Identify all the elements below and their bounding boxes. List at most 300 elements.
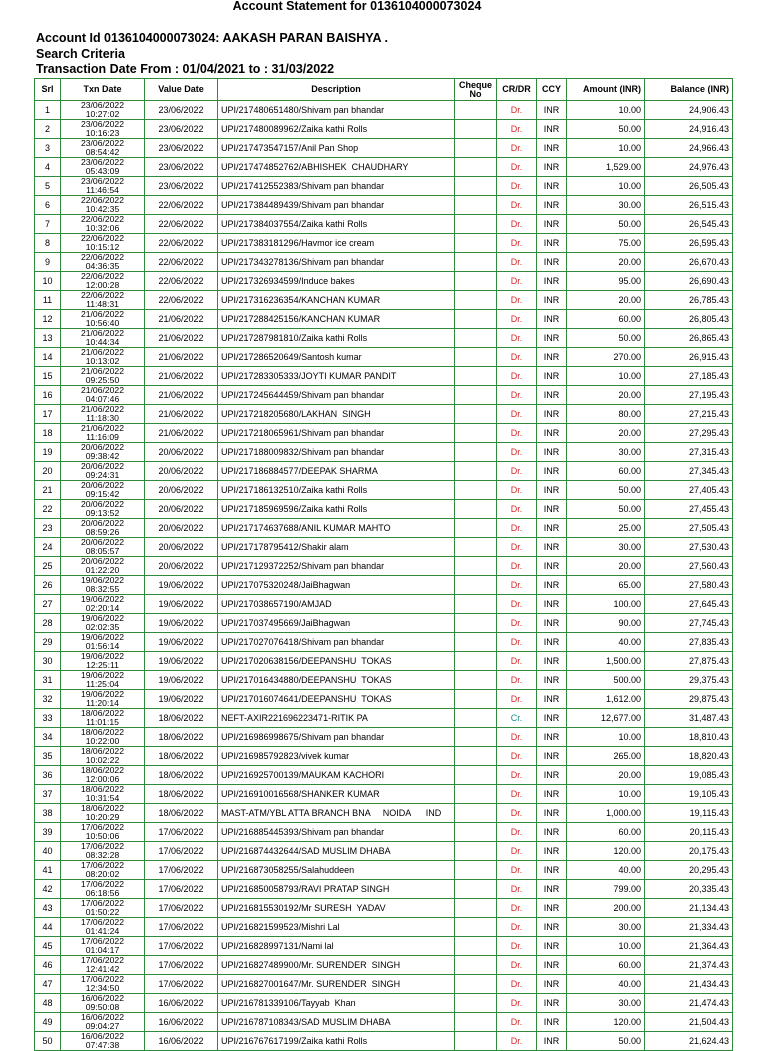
cell-cheque xyxy=(455,918,497,937)
cell-srl: 10 xyxy=(35,272,61,291)
cell-crdr: Dr. xyxy=(497,519,537,538)
cell-amount: 20.00 xyxy=(567,253,645,272)
cell-description: UPI/217218065961/Shivam pan bhandar xyxy=(218,424,455,443)
cell-txn-date-time: 01:04:17 xyxy=(85,945,120,955)
cell-value-date: 22/06/2022 xyxy=(145,291,218,310)
cell-cheque xyxy=(455,994,497,1013)
cell-txn-date-time: 11:46:54 xyxy=(86,185,119,195)
cell-value-date: 16/06/2022 xyxy=(145,994,218,1013)
cell-srl: 14 xyxy=(35,348,61,367)
table-row xyxy=(35,386,733,405)
cell-txn-date-day: 19/06/2022 xyxy=(80,689,124,699)
cell-balance: 27,195.43 xyxy=(645,386,733,405)
cell-crdr: Dr. xyxy=(497,804,537,823)
cell-cheque xyxy=(455,481,497,500)
cell-description: UPI/217016074641/DEEPANSHU TOKAS xyxy=(218,690,455,709)
cell-txn-date-day: 19/06/2022 xyxy=(80,670,124,680)
cell-amount: 40.00 xyxy=(567,861,645,880)
cell-txn-date-day: 20/06/2022 xyxy=(80,499,124,509)
cell-txn-date xyxy=(61,899,145,918)
cell-txn-date-time: 01:22:20 xyxy=(85,565,120,575)
table-row xyxy=(35,272,733,291)
cell-crdr: Dr. xyxy=(497,557,537,576)
cell-cheque xyxy=(455,367,497,386)
cell-value-date: 20/06/2022 xyxy=(145,443,218,462)
cell-value-date: 19/06/2022 xyxy=(145,652,218,671)
cell-ccy: INR xyxy=(537,956,567,975)
cell-txn-date-time: 08:20:02 xyxy=(85,869,120,879)
cell-ccy: INR xyxy=(537,538,567,557)
cell-description: UPI/217218205680/LAKHAN SINGH xyxy=(218,405,455,424)
cell-cheque xyxy=(455,348,497,367)
table-row xyxy=(35,443,733,462)
cell-ccy: INR xyxy=(537,918,567,937)
cell-value-date: 19/06/2022 xyxy=(145,595,218,614)
cell-amount: 30.00 xyxy=(567,196,645,215)
cell-cheque xyxy=(455,1013,497,1032)
cell-txn-date xyxy=(61,234,145,253)
cell-crdr: Dr. xyxy=(497,747,537,766)
cell-cheque xyxy=(455,690,497,709)
cell-txn-date-time: 01:50:22 xyxy=(85,907,120,917)
cell-amount: 20.00 xyxy=(567,557,645,576)
cell-ccy: INR xyxy=(537,899,567,918)
cell-ccy: INR xyxy=(537,861,567,880)
cell-crdr: Dr. xyxy=(497,842,537,861)
cell-cheque xyxy=(455,728,497,747)
cell-description: NEFT-AXIR221696223471-RITIK PA xyxy=(218,709,455,728)
cell-balance: 19,105.43 xyxy=(645,785,733,804)
cell-txn-date-day: 17/06/2022 xyxy=(80,898,124,908)
cell-amount: 120.00 xyxy=(567,842,645,861)
cell-balance: 26,515.43 xyxy=(645,196,733,215)
col-header-txn-date: Txn Date xyxy=(61,79,145,101)
cell-balance: 21,434.43 xyxy=(645,975,733,994)
cell-txn-date-time: 08:59:26 xyxy=(85,527,120,537)
cell-crdr: Dr. xyxy=(497,120,537,139)
cell-txn-date xyxy=(61,994,145,1013)
cell-amount: 50.00 xyxy=(567,1032,645,1051)
cell-cheque xyxy=(455,785,497,804)
cell-txn-date-day: 20/06/2022 xyxy=(80,461,124,471)
cell-txn-date xyxy=(61,215,145,234)
cell-crdr: Dr. xyxy=(497,329,537,348)
cell-txn-date-time: 11:18:30 xyxy=(86,413,119,423)
cell-txn-date xyxy=(61,538,145,557)
cell-ccy: INR xyxy=(537,975,567,994)
cell-txn-date xyxy=(61,1013,145,1032)
cell-ccy: INR xyxy=(537,880,567,899)
cell-balance: 27,315.43 xyxy=(645,443,733,462)
cell-description: MAST-ATM/YBL ATTA BRANCH BNA NOIDA IND xyxy=(218,804,455,823)
cell-value-date: 21/06/2022 xyxy=(145,310,218,329)
col-header-description: Description xyxy=(218,79,455,101)
cell-txn-date-day: 20/06/2022 xyxy=(80,480,124,490)
cell-value-date: 21/06/2022 xyxy=(145,424,218,443)
cell-amount: 10.00 xyxy=(567,937,645,956)
cell-value-date: 22/06/2022 xyxy=(145,272,218,291)
col-header-amount: Amount (INR) xyxy=(567,79,645,101)
cell-cheque xyxy=(455,196,497,215)
table-row xyxy=(35,652,733,671)
cell-crdr: Dr. xyxy=(497,595,537,614)
cell-txn-date-time: 01:41:24 xyxy=(85,926,120,936)
cell-crdr: Dr. xyxy=(497,994,537,1013)
cell-ccy: INR xyxy=(537,196,567,215)
cell-balance: 27,645.43 xyxy=(645,595,733,614)
table-row xyxy=(35,177,733,196)
col-header-cheque: Cheque No xyxy=(455,79,497,101)
cell-description: UPI/217473547157/Anil Pan Shop xyxy=(218,139,455,158)
cell-ccy: INR xyxy=(537,405,567,424)
cell-description: UPI/216910016568/SHANKER KUMAR xyxy=(218,785,455,804)
cell-description: UPI/217037495669/JaiBhagwan xyxy=(218,614,455,633)
cell-srl: 12 xyxy=(35,310,61,329)
cell-txn-date-day: 21/06/2022 xyxy=(80,366,124,376)
cell-crdr: Dr. xyxy=(497,101,537,120)
cell-description: UPI/217186132510/Zaika kathi Rolls xyxy=(218,481,455,500)
cell-cheque xyxy=(455,120,497,139)
cell-ccy: INR xyxy=(537,348,567,367)
cell-txn-date xyxy=(61,329,145,348)
table-row xyxy=(35,367,733,386)
cell-amount: 10.00 xyxy=(567,785,645,804)
cell-balance: 29,875.43 xyxy=(645,690,733,709)
cell-txn-date-day: 17/06/2022 xyxy=(80,936,124,946)
cell-amount: 30.00 xyxy=(567,994,645,1013)
cell-txn-date xyxy=(61,196,145,215)
cell-balance: 24,916.43 xyxy=(645,120,733,139)
cell-srl: 31 xyxy=(35,671,61,690)
cell-balance: 27,295.43 xyxy=(645,424,733,443)
cell-srl: 27 xyxy=(35,595,61,614)
cell-srl: 36 xyxy=(35,766,61,785)
table-row xyxy=(35,614,733,633)
cell-cheque xyxy=(455,861,497,880)
cell-srl: 30 xyxy=(35,652,61,671)
cell-txn-date-time: 10:44:34 xyxy=(85,337,120,347)
cell-ccy: INR xyxy=(537,120,567,139)
cell-value-date: 18/06/2022 xyxy=(145,804,218,823)
cell-srl: 17 xyxy=(35,405,61,424)
cell-ccy: INR xyxy=(537,728,567,747)
cell-txn-date-day: 16/06/2022 xyxy=(80,1012,124,1022)
cell-cheque xyxy=(455,842,497,861)
cell-amount: 50.00 xyxy=(567,329,645,348)
cell-description: UPI/216815530192/Mr SURESH YADAV xyxy=(218,899,455,918)
cell-amount: 1,612.00 xyxy=(567,690,645,709)
table-row xyxy=(35,310,733,329)
cell-srl: 49 xyxy=(35,1013,61,1032)
cell-cheque xyxy=(455,614,497,633)
cell-amount: 10.00 xyxy=(567,101,645,120)
cell-txn-date xyxy=(61,557,145,576)
cell-srl: 13 xyxy=(35,329,61,348)
cell-description: UPI/217020638156/DEEPANSHU TOKAS xyxy=(218,652,455,671)
cell-cheque xyxy=(455,975,497,994)
cell-value-date: 23/06/2022 xyxy=(145,177,218,196)
cell-txn-date-day: 23/06/2022 xyxy=(80,176,124,186)
table-row xyxy=(35,234,733,253)
cell-amount: 10.00 xyxy=(567,177,645,196)
cell-description: UPI/217343278136/Shivam pan bhandar xyxy=(218,253,455,272)
cell-txn-date xyxy=(61,348,145,367)
cell-amount: 75.00 xyxy=(567,234,645,253)
cell-txn-date xyxy=(61,766,145,785)
cell-balance: 26,545.43 xyxy=(645,215,733,234)
table-row xyxy=(35,899,733,918)
cell-srl: 28 xyxy=(35,614,61,633)
cell-srl: 3 xyxy=(35,139,61,158)
cell-txn-date-day: 22/06/2022 xyxy=(80,214,124,224)
cell-txn-date-time: 09:24:31 xyxy=(85,470,120,480)
cell-txn-date-time: 08:32:28 xyxy=(85,850,120,860)
cell-balance: 27,345.43 xyxy=(645,462,733,481)
cell-ccy: INR xyxy=(537,386,567,405)
table-row xyxy=(35,538,733,557)
table-row xyxy=(35,348,733,367)
cell-txn-date-day: 23/06/2022 xyxy=(80,138,124,148)
cell-amount: 20.00 xyxy=(567,291,645,310)
cell-balance: 27,505.43 xyxy=(645,519,733,538)
cell-value-date: 18/06/2022 xyxy=(145,728,218,747)
cell-description: UPI/217474852762/ABHISHEK CHAUDHARY xyxy=(218,158,455,177)
cell-cheque xyxy=(455,329,497,348)
cell-balance: 20,115.43 xyxy=(645,823,733,842)
cell-description: UPI/217075320248/JaiBhagwan xyxy=(218,576,455,595)
cell-txn-date-day: 17/06/2022 xyxy=(80,860,124,870)
cell-txn-date-day: 18/06/2022 xyxy=(80,803,124,813)
cell-txn-date xyxy=(61,880,145,899)
cell-ccy: INR xyxy=(537,994,567,1013)
table-row xyxy=(35,861,733,880)
cell-value-date: 17/06/2022 xyxy=(145,880,218,899)
cell-txn-date-time: 09:38:42 xyxy=(85,451,120,461)
cell-txn-date-day: 21/06/2022 xyxy=(80,347,124,357)
cell-srl: 9 xyxy=(35,253,61,272)
cell-txn-date-day: 22/06/2022 xyxy=(80,252,124,262)
cell-value-date: 20/06/2022 xyxy=(145,538,218,557)
cell-cheque xyxy=(455,823,497,842)
cell-srl: 29 xyxy=(35,633,61,652)
table-row xyxy=(35,766,733,785)
cell-srl: 5 xyxy=(35,177,61,196)
table-row xyxy=(35,690,733,709)
cell-cheque xyxy=(455,671,497,690)
cell-cheque xyxy=(455,405,497,424)
cell-value-date: 17/06/2022 xyxy=(145,937,218,956)
transactions-table xyxy=(34,78,733,1051)
cell-amount: 40.00 xyxy=(567,975,645,994)
table-row xyxy=(35,975,733,994)
cell-ccy: INR xyxy=(537,785,567,804)
cell-srl: 33 xyxy=(35,709,61,728)
cell-cheque xyxy=(455,709,497,728)
cell-crdr: Dr. xyxy=(497,576,537,595)
cell-value-date: 16/06/2022 xyxy=(145,1032,218,1051)
cell-description: UPI/217186884577/DEEPAK SHARMA xyxy=(218,462,455,481)
cell-crdr: Dr. xyxy=(497,424,537,443)
table-row xyxy=(35,918,733,937)
table-row xyxy=(35,937,733,956)
cell-txn-date-time: 08:54:42 xyxy=(85,147,120,157)
cell-description: UPI/216821599523/Mishri Lal xyxy=(218,918,455,937)
date-range: Transaction Date From : 01/04/2021 to : 31/03/2022 xyxy=(36,62,335,76)
cell-description: UPI/217480651480/Shivam pan bhandar xyxy=(218,101,455,120)
cell-ccy: INR xyxy=(537,481,567,500)
cell-txn-date-time: 11:25:04 xyxy=(86,679,119,689)
cell-txn-date-time: 08:32:55 xyxy=(85,584,120,594)
cell-txn-date-day: 22/06/2022 xyxy=(80,195,124,205)
cell-description: UPI/217129372252/Shivam pan bhandar xyxy=(218,557,455,576)
cell-crdr: Dr. xyxy=(497,633,537,652)
cell-amount: 30.00 xyxy=(567,443,645,462)
cell-balance: 26,595.43 xyxy=(645,234,733,253)
cell-ccy: INR xyxy=(537,215,567,234)
col-header-ccy: CCY xyxy=(537,79,567,101)
cell-balance: 26,915.43 xyxy=(645,348,733,367)
cell-balance: 26,865.43 xyxy=(645,329,733,348)
cell-crdr: Dr. xyxy=(497,177,537,196)
cell-srl: 11 xyxy=(35,291,61,310)
cell-crdr: Dr. xyxy=(497,1032,537,1051)
cell-ccy: INR xyxy=(537,690,567,709)
cell-txn-date-time: 12:41:42 xyxy=(85,964,120,974)
cell-value-date: 20/06/2022 xyxy=(145,557,218,576)
cell-amount: 500.00 xyxy=(567,671,645,690)
cell-amount: 1,500.00 xyxy=(567,652,645,671)
cell-txn-date-time: 09:25:50 xyxy=(85,375,120,385)
cell-value-date: 17/06/2022 xyxy=(145,918,218,937)
cell-txn-date xyxy=(61,595,145,614)
cell-amount: 80.00 xyxy=(567,405,645,424)
cell-description: UPI/217016434880/DEEPANSHU TOKAS xyxy=(218,671,455,690)
cell-value-date: 17/06/2022 xyxy=(145,956,218,975)
cell-cheque xyxy=(455,310,497,329)
cell-crdr: Dr. xyxy=(497,139,537,158)
cell-txn-date-day: 19/06/2022 xyxy=(80,594,124,604)
cell-balance: 26,785.43 xyxy=(645,291,733,310)
cell-balance: 21,504.43 xyxy=(645,1013,733,1032)
cell-txn-date-day: 17/06/2022 xyxy=(80,822,124,832)
cell-srl: 39 xyxy=(35,823,61,842)
cell-txn-date xyxy=(61,576,145,595)
cell-cheque xyxy=(455,652,497,671)
cell-balance: 21,364.43 xyxy=(645,937,733,956)
cell-cheque xyxy=(455,766,497,785)
cell-ccy: INR xyxy=(537,234,567,253)
cell-balance: 24,976.43 xyxy=(645,158,733,177)
cell-value-date: 21/06/2022 xyxy=(145,386,218,405)
cell-crdr: Dr. xyxy=(497,823,537,842)
cell-txn-date-time: 09:04:27 xyxy=(85,1021,120,1031)
cell-balance: 26,805.43 xyxy=(645,310,733,329)
cell-txn-date-time: 10:50:06 xyxy=(85,831,120,841)
cell-value-date: 21/06/2022 xyxy=(145,329,218,348)
cell-value-date: 23/06/2022 xyxy=(145,120,218,139)
cell-value-date: 21/06/2022 xyxy=(145,348,218,367)
cell-txn-date-day: 18/06/2022 xyxy=(80,727,124,737)
cell-srl: 7 xyxy=(35,215,61,234)
cell-value-date: 23/06/2022 xyxy=(145,139,218,158)
cell-amount: 200.00 xyxy=(567,899,645,918)
cell-txn-date-time: 12:00:06 xyxy=(85,774,120,784)
cell-srl: 6 xyxy=(35,196,61,215)
cell-crdr: Dr. xyxy=(497,975,537,994)
cell-description: UPI/216925700139/MAUKAM KACHORI xyxy=(218,766,455,785)
cell-amount: 60.00 xyxy=(567,956,645,975)
cell-srl: 35 xyxy=(35,747,61,766)
cell-balance: 20,175.43 xyxy=(645,842,733,861)
table-row xyxy=(35,728,733,747)
table-row xyxy=(35,253,733,272)
cell-txn-date-time: 02:02:35 xyxy=(85,622,120,632)
cell-txn-date-day: 17/06/2022 xyxy=(80,879,124,889)
cell-txn-date-time: 10:32:06 xyxy=(85,223,120,233)
cell-txn-date-time: 06:18:56 xyxy=(85,888,120,898)
cell-balance: 27,455.43 xyxy=(645,500,733,519)
cell-cheque xyxy=(455,424,497,443)
cell-srl: 40 xyxy=(35,842,61,861)
cell-cheque xyxy=(455,899,497,918)
cell-txn-date xyxy=(61,956,145,975)
cell-txn-date-day: 21/06/2022 xyxy=(80,385,124,395)
cell-txn-date xyxy=(61,918,145,937)
cell-cheque xyxy=(455,234,497,253)
cell-value-date: 17/06/2022 xyxy=(145,842,218,861)
cell-value-date: 23/06/2022 xyxy=(145,101,218,120)
cell-txn-date xyxy=(61,728,145,747)
cell-txn-date-day: 22/06/2022 xyxy=(80,290,124,300)
cell-crdr: Dr. xyxy=(497,272,537,291)
cell-srl: 18 xyxy=(35,424,61,443)
cell-txn-date-day: 18/06/2022 xyxy=(80,784,124,794)
cell-crdr: Dr. xyxy=(497,367,537,386)
cell-description: UPI/217287981810/Zaika kathi Rolls xyxy=(218,329,455,348)
cell-value-date: 20/06/2022 xyxy=(145,519,218,538)
table-row xyxy=(35,291,733,310)
cell-srl: 25 xyxy=(35,557,61,576)
cell-amount: 10.00 xyxy=(567,139,645,158)
cell-txn-date xyxy=(61,823,145,842)
cell-crdr: Dr. xyxy=(497,310,537,329)
cell-balance: 29,375.43 xyxy=(645,671,733,690)
cell-balance: 27,405.43 xyxy=(645,481,733,500)
cell-value-date: 22/06/2022 xyxy=(145,196,218,215)
table-row xyxy=(35,576,733,595)
cell-cheque xyxy=(455,557,497,576)
cell-description: UPI/216787108343/SAD MUSLIM DHABA xyxy=(218,1013,455,1032)
cell-cheque xyxy=(455,443,497,462)
cell-txn-date xyxy=(61,405,145,424)
cell-crdr: Dr. xyxy=(497,405,537,424)
cell-srl: 45 xyxy=(35,937,61,956)
cell-txn-date-day: 18/06/2022 xyxy=(80,746,124,756)
cell-amount: 100.00 xyxy=(567,595,645,614)
cell-ccy: INR xyxy=(537,500,567,519)
cell-value-date: 19/06/2022 xyxy=(145,690,218,709)
cell-txn-date xyxy=(61,614,145,633)
cell-amount: 20.00 xyxy=(567,386,645,405)
cell-ccy: INR xyxy=(537,462,567,481)
cell-cheque xyxy=(455,880,497,899)
cell-txn-date-day: 21/06/2022 xyxy=(80,328,124,338)
cell-ccy: INR xyxy=(537,614,567,633)
cell-txn-date-day: 17/06/2022 xyxy=(80,841,124,851)
cell-value-date: 20/06/2022 xyxy=(145,481,218,500)
cell-txn-date-day: 20/06/2022 xyxy=(80,537,124,547)
cell-value-date: 20/06/2022 xyxy=(145,462,218,481)
